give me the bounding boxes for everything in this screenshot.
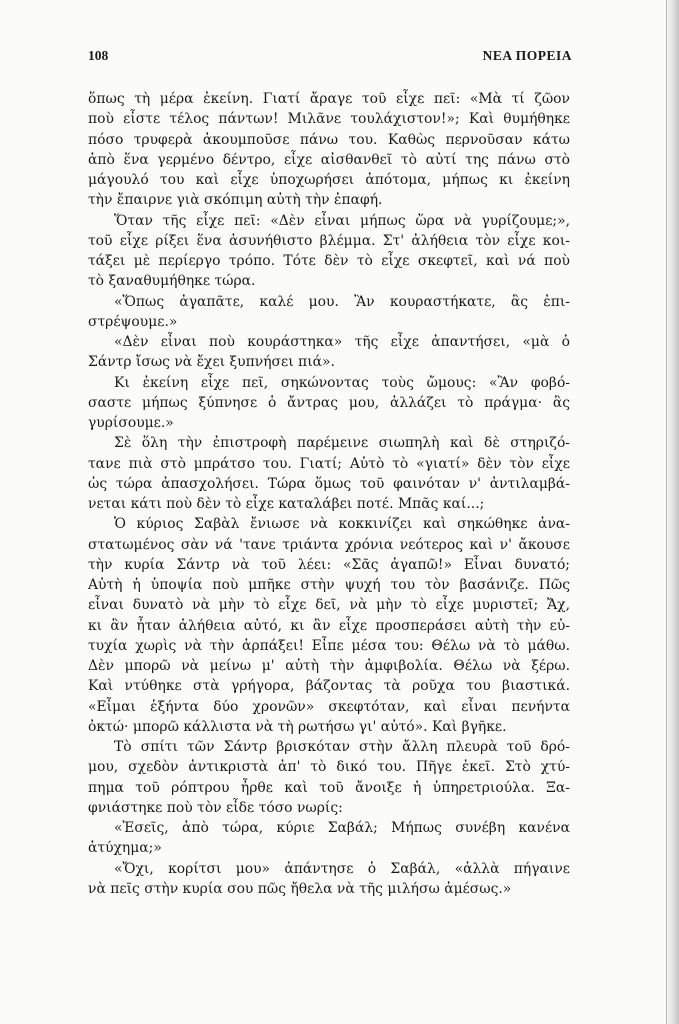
text-line: «Εἶμαι ἑξήντα δύο χρονῶν» σκεφτόταν, καὶ εἶναι πενήντα bbox=[88, 698, 570, 715]
text-line: «Ἐσεῖς, ἀπὸ τώρα, κύριε Σαβάλ; Μήπως συνέβη κανένα bbox=[114, 820, 570, 836]
text-line: πόσο τρυφερὰ ἀκουμποῦσε πάνω του. Καθὼς περνοῦσαν κάτω bbox=[88, 131, 570, 148]
text-line: πημα τοῦ ρόπτρου ἦρθε καὶ τοῦ ἄνοιξε ἡ ὑπηρετριούλα. Ξα- bbox=[88, 779, 570, 796]
text-line: ἀτύχημα;» bbox=[88, 840, 162, 857]
text-line: Τὸ σπίτι τῶν Σάντρ βρισκόταν στὴν ἄλλη πλευρὰ τοῦ δρό- bbox=[114, 739, 570, 755]
text-line: τάξει μὲ περίεργο τρόπο. Τότε δὲν τὸ εἶχε σκεφτεῖ, καὶ νά ποὺ bbox=[88, 253, 570, 269]
text-line: Σάντρ ἴσως νὰ ἔχει ξυπνήσει πιά». bbox=[88, 354, 335, 371]
text-line: ὡς τώρα ἀπασχολήσει. Τώρα ὅμως τοῦ φαινόταν ν' ἀντιλαμβά- bbox=[88, 475, 570, 492]
text-line: τυχία χωρὶς νὰ τὴν ἁρπάξει! Εἶπε μέσα του: Θέλω νὰ τὸ μάθω. bbox=[88, 637, 570, 654]
text-line: «Δὲν εἶναι ποὺ κουράστηκα» τῆς εἶχε ἀπαντήσει, «μὰ ὁ bbox=[114, 334, 570, 350]
page-number: 108 bbox=[88, 48, 109, 63]
page-header bbox=[88, 48, 572, 66]
text-line: ὅπως τὴ μέρα ἐκείνη. Γιατί ἄραγε τοῦ εἶχε πεῖ: «Μὰ τί ζῶον bbox=[88, 91, 570, 107]
text-line: ποὺ εἶστε τέλος πάντων! Μιλᾶνε τουλάχιστον!»; Καὶ θυμήθηκε bbox=[88, 111, 570, 128]
text-line: Σὲ ὅλη τὴν ἐπιστροφὴ παρέμεινε σιωπηλὴ καὶ δὲ στηριζό- bbox=[114, 435, 570, 452]
text-line: σαστε μήπως ξύπνησε ὁ ἄντρας μου, ἀλλάζει τὸ πράγμα· ἂς bbox=[88, 394, 570, 411]
text-line: στρέψουμε.» bbox=[88, 313, 178, 330]
text-line: νεται κάτι ποὺ δὲν τὸ εἶχε καταλάβει ποτέ. Μπᾶς καί...; bbox=[88, 496, 485, 512]
text-line: ὀκτώ· μπορῶ κάλλιστα νὰ τὴ ρωτήσω γι' αὐτό». Καὶ βγῆκε. bbox=[88, 718, 507, 735]
body-text bbox=[88, 89, 570, 899]
text-line: γυρίσουμε.» bbox=[88, 415, 174, 431]
text-line: τὸ ξαναθυμήθηκε τώρα. bbox=[88, 273, 256, 290]
text-line: «Ὄχι, κορίτσι μου» ἀπάντησε ὁ Σαβάλ, «ἀλλὰ πήγαινε bbox=[114, 860, 570, 877]
page-edge-shadow bbox=[665, 0, 679, 1024]
running-title: ΝΕΑ ΠΟΡΕΙΑ bbox=[482, 48, 572, 63]
text-line: νὰ πεῖς στὴν κυρία σου πῶς ἤθελα νὰ τῆς μιλήσω ἀμέσως.» bbox=[88, 880, 512, 897]
text-line: τοῦ εἶχε ρίξει ἕνα ἀσυνήθιστο βλέμμα. Στ' ἀλήθεια τὸν εἶχε κοι- bbox=[88, 232, 570, 249]
text-line: εἶναι δυνατὸ νὰ μὴν τὸ εἶχε δεῖ, νὰ μὴν τὸ εἶχε μυριστεῖ; Ἄχ, bbox=[88, 597, 570, 614]
text-line: τὴν κυρία Σάντρ νὰ τοῦ λέει: «Σᾶς ἀγαπῶ!» Εἶναι δυνατό; bbox=[88, 556, 570, 573]
text-line: Ὅταν τῆς εἶχε πεῖ: «Δὲν εἶναι μήπως ὥρα νὰ γυρίζουμε;», bbox=[114, 212, 570, 229]
text-line: τὴν ἔπαιρνε γιὰ σκόπιμη αὐτὴ τὴν ἐπαφή. bbox=[88, 192, 383, 209]
text-line: Καὶ ντύθηκε στὰ γρήγορα, βάζοντας τὰ ροῦχα του βιαστικά. bbox=[88, 678, 570, 695]
text-line: κι ἂν ἦταν ἀλήθεια αὐτό, κι ἂν εἶχε προσπεράσει αὐτὴ τὴν εὐ- bbox=[88, 617, 570, 634]
text-line: τανε πιὰ στὸ μπράτσο του. Γιατί; Αὐτὸ τὸ «γιατί» δὲν τὸν εἶχε bbox=[88, 455, 570, 472]
text-line: φνιάστηκε ποὺ τὸν εἶδε τόσο νωρίς: bbox=[88, 799, 343, 816]
text-line: «Ὅπως ἀγαπᾶτε, καλέ μου. Ἂν κουραστήκατε, ἂς ἐπι- bbox=[114, 293, 570, 310]
page-edge-line bbox=[666, 0, 667, 1024]
text-line: Δὲν μπορῶ νὰ μείνω μ' αὐτὴ τὴν ἀμφιβολία. Θέλω νὰ ξέρω. bbox=[88, 658, 570, 674]
text-line: ἀπὸ ἕνα γερμένο δέντρο, εἶχε αἰσθανθεῖ τὸ αὐτί της πάνω στὸ bbox=[88, 151, 570, 168]
text-line: Ὁ κύριος Σαβὰλ ἔνιωσε νὰ κοκκινίζει καὶ σηκώθηκε ἀνα- bbox=[114, 516, 570, 533]
text-line: Αὐτὴ ἡ ὑποψία ποὺ μπῆκε στὴν ψυχή του τὸν βασάνιζε. Πῶς bbox=[88, 577, 570, 593]
text-line: μου, σχεδὸν ἀντικριστὰ ἀπ' τὸ δικό του. Πῆγε ἐκεῖ. Στὸ χτύ- bbox=[88, 759, 570, 776]
text-line: Κι ἐκείνη εἶχε πεῖ, σηκώνοντας τοὺς ὤμους: «Ἂν φοβό- bbox=[114, 374, 570, 391]
text-line: μάγουλό του καὶ εἶχε ὑποχωρήσει ἀπότομα, μήπως κι ἐκείνη bbox=[88, 172, 570, 188]
text-line: στατωμένος σὰν νά 'τανε τριάντα χρόνια νεότερος καὶ ν' ἄκουσε bbox=[88, 536, 570, 553]
